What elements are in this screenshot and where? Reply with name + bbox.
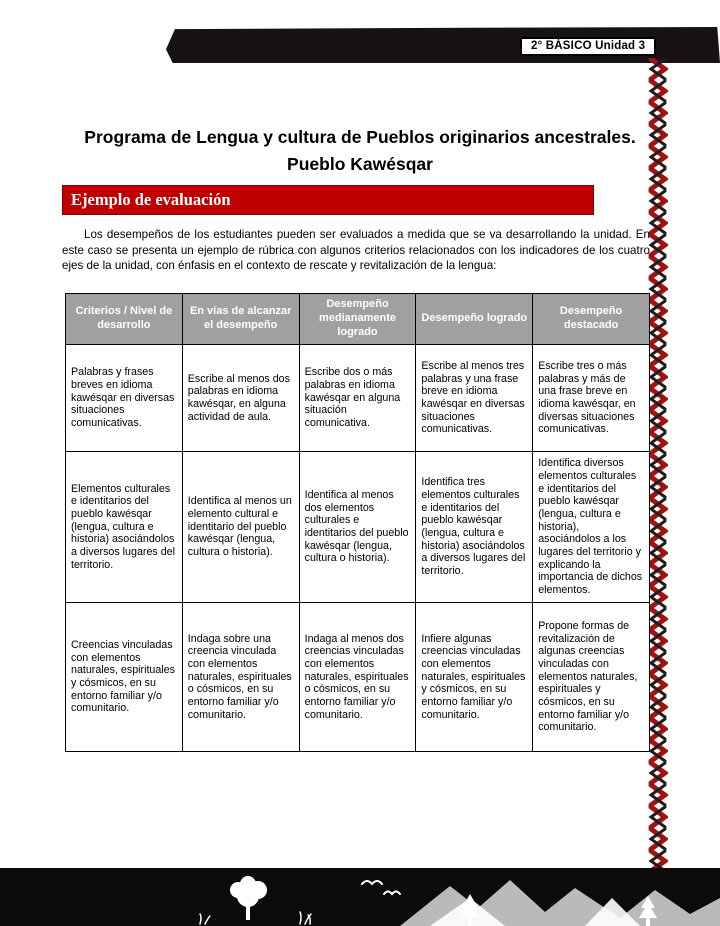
rubric-cell: Escribe al menos tres palabras y una frase breve en idioma kawésqar en diversas situaciones comunicativas. (416, 345, 533, 452)
rubric-cell: Escribe tres o más palabras y más de una frase breve en idioma kawésqar, en diversas situaciones comunicativas. (533, 345, 650, 452)
unit-badge: 2° BÁSICO Unidad 3 (520, 37, 656, 56)
rubric-cell: Palabras y frases breves en idioma kawésqar en diversas situaciones comunicativas. (66, 345, 183, 452)
page-title: Programa de Lengua y cultura de Pueblos originarios ancestrales. Pueblo Kawésqar (84, 127, 636, 175)
table-row (66, 452, 650, 603)
rubric-cell: Indaga sobre una creencia vinculada con elementos naturales, espirituales o cósmicos, en su entorno familiar y/o comunitario. (182, 603, 299, 752)
intro-paragraph: Los desempeños de los estudiantes pueden ser evaluados a medida que se va desarrollando la unidad. En este caso se presenta un ejemplo de rúbrica con algunos criterios relacionados con los indicadores de los cuatro ejes de la unidad, con énfasis en el contexto de rescate y revitalización de la lengua: (62, 228, 650, 273)
rubric-header-cell: En vías de alcanzar el desempeño (182, 294, 299, 345)
table-row (66, 345, 650, 452)
table-row (66, 603, 650, 752)
rubric-cell: Identifica al menos dos elementos culturales e identitarios del pueblo kawésqar (lengua, cultura o historia). (299, 452, 416, 603)
ricrac-pattern-icon (648, 58, 668, 872)
rubric-cell: Elementos culturales e identitarios del pueblo kawésqar (lengua, cultura e historia) asociándolos a diversos lugares del territorio. (66, 452, 183, 603)
rubric-cell: Escribe al menos dos palabras en idioma kawésqar, en alguna actividad de aula. (182, 345, 299, 452)
rubric-cell: Creencias vinculadas con elementos naturales, espirituales y cósmicos, en su entorno familiar y/o comunitario. (66, 603, 183, 752)
rubric-cell: Indaga al menos dos creencias vinculadas con elementos naturales, espirituales o cósmicos, en su entorno familiar y/o comunitario. (299, 603, 416, 752)
rubric-header-cell: Criterios / Nivel de desarrollo (66, 294, 183, 345)
rubric-header-cell: Desempeño medianamente logrado (299, 294, 416, 345)
footer-art (0, 868, 720, 926)
rubric-cell: Infiere algunas creencias vinculadas con elementos naturales, espirituales y cósmicos, en su entorno familiar y/o comunitario. (416, 603, 533, 752)
rubric-cell: Propone formas de revitalización de algunas creencias vinculadas con elementos naturales, espirituales y cósmicos, en su entorno familiar y/o comunitario. (533, 603, 650, 752)
rubric-cell: Identifica tres elementos culturales e identitarios del pueblo kawésqar (lengua, cultura e historia) asociándolos a diversos lugares del territorio. (416, 452, 533, 603)
rubric-header-cell: Desempeño destacado (533, 294, 650, 345)
rubric-cell: Identifica al menos un elemento cultural e identitario del pueblo kawésqar (lengua, cultura o historia). (182, 452, 299, 603)
ricrac-ribbon (648, 58, 668, 872)
rubric-header-row (66, 294, 650, 345)
rubric-cell: Identifica diversos elementos culturales e identitarios del pueblo kawésqar (lengua, cultura e historia), asociándolos a los lugares del territorio y explicando la importancia de dichos elementos. (533, 452, 650, 603)
rubric-header-cell: Desempeño logrado (416, 294, 533, 345)
section-banner (62, 185, 594, 215)
footer-band (0, 868, 720, 926)
rubric-table (65, 293, 650, 752)
section-heading: Ejemplo de evaluación (71, 190, 231, 209)
rubric-cell: Escribe dos o más palabras en idioma kawésqar en alguna situación comunicativa. (299, 345, 416, 452)
